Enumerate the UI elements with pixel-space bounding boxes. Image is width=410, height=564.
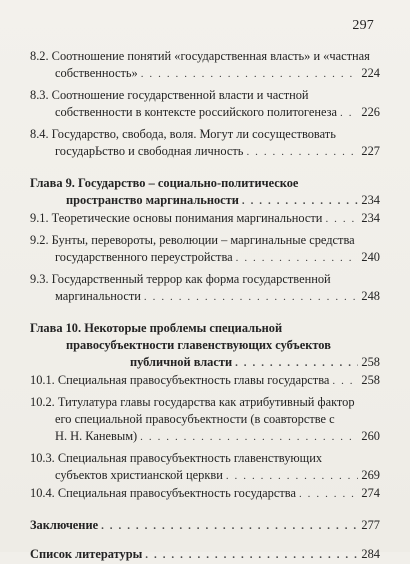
page-number: 297 [352,18,374,33]
toc-page-number: 240 [361,250,380,264]
toc-chapter-10 [30,320,380,372]
toc-page-number: 258 [361,355,380,369]
toc-chapter-title: публичной власти [130,355,233,369]
dot-leader [235,355,358,372]
dot-leader [242,193,359,210]
toc-entry-9-1 [30,210,380,228]
toc-entry-text: 8.2. Соотношение понятий «государственная власть» и «частная [30,49,370,63]
toc-page-number: 234 [361,211,380,225]
toc-entry-9-3 [30,271,380,306]
toc-chapter-title: Заключение [30,518,99,532]
toc-page-number: 248 [361,289,380,303]
dot-leader [299,486,358,503]
toc-entry-text: его специальной правосубъектности (в соавторстве с [55,412,335,426]
toc-conclusion [30,517,380,535]
toc-entry-text: 10.1. Специальная правосубъектность главы государства [30,373,330,387]
dot-leader [141,66,359,83]
toc-entry-text: 10.4. Специальная правосубъектность государства [30,486,296,500]
toc-entry-text: государственного переустройства [55,250,233,264]
toc-entry-text: 9.3. Государственный террор как форма государственной [30,272,331,286]
toc-entry-10-4 [30,485,380,503]
dot-leader [340,105,358,122]
toc-entry-text: маргинальности [55,289,141,303]
table-of-contents [30,48,380,564]
dot-leader [101,518,358,535]
toc-page-number: 234 [361,193,380,207]
toc-entry-text: собственность» [55,66,138,80]
toc-entry-8-3 [30,87,380,122]
toc-page-number: 227 [361,144,380,158]
toc-bibliography [30,546,380,564]
dot-leader [145,547,358,564]
toc-page-number: 277 [361,518,380,532]
toc-entry-10-1 [30,372,380,390]
toc-chapter-title: Список литературы [30,547,143,561]
dot-leader [226,468,359,485]
toc-entry-text: 10.2. Титулатура главы государства как атрибутивный фактор [30,395,355,409]
toc-chapter-title: Глава 9. Государство – социально-политическое [30,176,299,190]
toc-entry-10-3 [30,450,380,485]
dot-leader [325,211,358,228]
dot-leader [246,144,358,161]
toc-chapter-title: правосубъектности главенствующих субъектов [66,338,331,352]
toc-entry-10-2 [30,394,380,446]
toc-entry-text: 10.3. Специальная правосубъектность главенствующих [30,451,323,465]
toc-chapter-9 [30,175,380,210]
toc-entry-text: субъектов христианской церкви [55,468,223,482]
dot-leader [332,373,358,390]
toc-page-number: 226 [361,105,380,119]
toc-chapter-title: Глава 10. Некоторые проблемы специальной [30,321,283,335]
toc-page-number: 269 [361,468,380,482]
toc-entry-text: 9.1. Теоретические основы понимания маргинальности [30,211,323,225]
toc-entry-text: 9.2. Бунты, перевороты, революции – маргинальные средства [30,233,355,247]
toc-entry-text: государЬство и свободная личность [55,144,244,158]
toc-page-number: 284 [361,547,380,561]
dot-leader [140,429,358,446]
toc-page-number: 258 [361,373,380,387]
toc-entry-text: Н. Н. Каневым) [55,429,138,443]
toc-chapter-title: пространство маргинальности [66,193,239,207]
toc-page-number: 224 [361,66,380,80]
toc-entry-8-4 [30,126,380,161]
toc-page-number: 274 [361,486,380,500]
toc-entry-8-2 [30,48,380,83]
toc-entry-text: 8.3. Соотношение государственной власти и частной [30,88,309,102]
toc-entry-text: собственности в контексте российского политогенеза [55,105,338,119]
toc-entry-9-2 [30,232,380,267]
dot-leader [236,250,359,267]
dot-leader [144,289,358,306]
toc-entry-text: 8.4. Государство, свобода, воля. Могут ли сосуществовать [30,127,336,141]
toc-page-number: 260 [361,429,380,443]
